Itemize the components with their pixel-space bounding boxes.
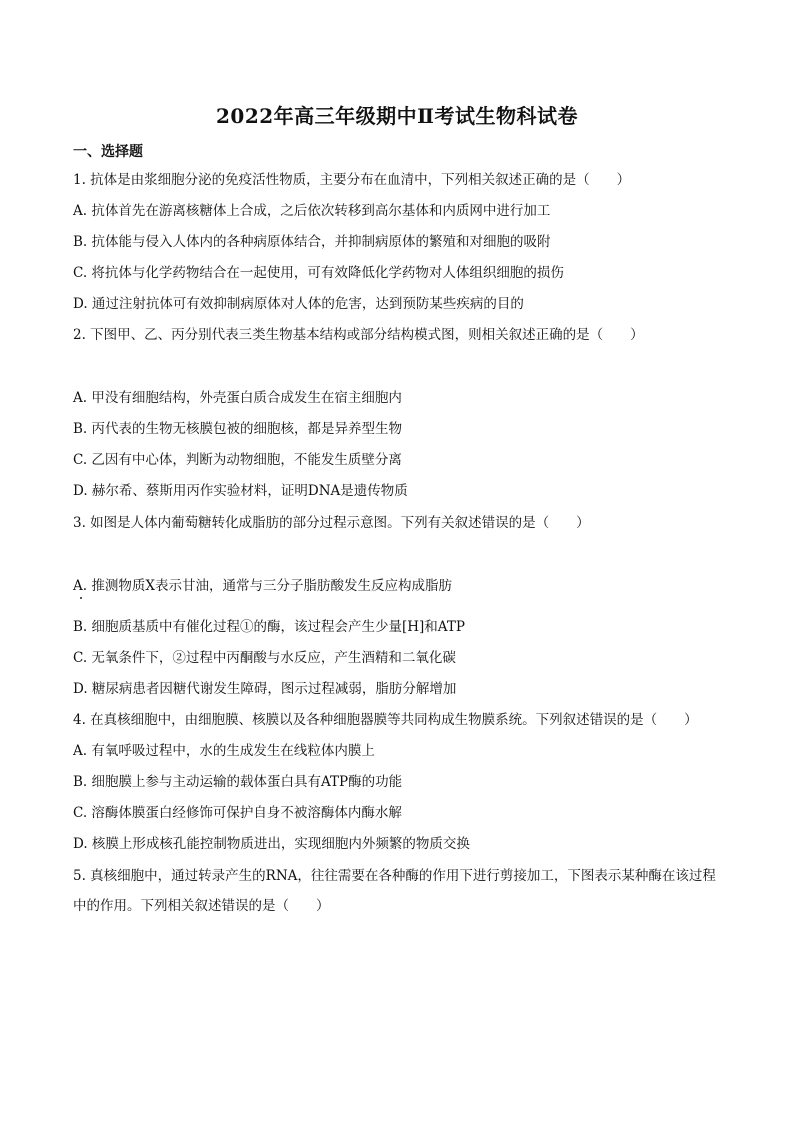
question-2-stem: 2. 下图甲、乙、丙分别代表三类生物基本结构或部分结构模式图，则相关叙述正确的是（ ） xyxy=(73,327,644,343)
question-4-option-a: A. 有氧呼吸过程中，水的生成发生在线粒体内膜上 xyxy=(73,743,375,759)
question-5-stem: 5. 真核细胞中，通过转录产生的RNA，往往需要在各种酶的作用下进行剪接加工，下图表示某种酶在该过程中的作用。下列相关叙述错误的是（ ） xyxy=(73,868,716,914)
question-3-option-c: C. 无氧条件下，②过程中丙酮酸与水反应，产生酒精和二氧化碳 xyxy=(73,650,456,666)
question-3-option-d: D. 糖尿病患者因糖代谢发生障碍，图示过程减弱，脂肪分解增加 xyxy=(73,681,457,697)
question-2-option-c: C. 乙因有中心体，判断为动物细胞，不能发生质壁分离 xyxy=(73,452,402,468)
stray-mark xyxy=(80,597,82,599)
question-4-option-b: B. 细胞膜上参与主动运输的载体蛋白具有ATP酶的功能 xyxy=(73,774,403,790)
question-4-stem: 4. 在真核细胞中，由细胞膜、核膜以及各种细胞器膜等共同构成生物膜系统。下列叙述错误的是（ ） xyxy=(73,712,698,728)
page-title: 2022年高三年级期中Ⅱ考试生物科试卷 xyxy=(215,104,579,128)
question-1-option-d: D. 通过注射抗体可有效抑制病原体对人体的危害，达到预防某些疾病的目的 xyxy=(73,296,524,312)
question-1-option-c: C. 将抗体与化学药物结合在一起使用，可有效降低化学药物对人体组织细胞的损伤 xyxy=(73,265,564,281)
question-1-option-b: B. 抗体能与侵入人体内的各种病原体结合，并抑制病原体的繁殖和对细胞的吸附 xyxy=(73,234,551,250)
question-1-option-a: A. 抗体首先在游离核糖体上合成，之后依次转移到高尔基体和内质网中进行加工 xyxy=(73,203,551,219)
question-2-option-a: A. 甲没有细胞结构，外壳蛋白质合成发生在宿主细胞内 xyxy=(73,390,402,406)
question-4-option-d: D. 核膜上形成核孔能控制物质进出，实现细胞内外频繁的物质交换 xyxy=(73,836,470,852)
question-3-option-a: A. 推测物质X表示甘油，通常与三分子脂肪酸发生反应构成脂肪 xyxy=(73,578,452,594)
question-3-stem: 3. 如图是人体内葡萄糖转化成脂肪的部分过程示意图。下列有关叙述错误的是（ ） xyxy=(73,515,590,531)
question-1-stem: 1. 抗体是由浆细胞分泌的免疫活性物质，主要分布在血清中，下列相关叙述正确的是（ ） xyxy=(73,172,631,188)
question-2-option-b: B. 丙代表的生物无核膜包被的细胞核，都是异养型生物 xyxy=(73,421,403,437)
question-3-option-b: B. 细胞质基质中有催化过程①的酶，该过程会产生少量[H]和ATP xyxy=(73,619,465,635)
question-4-option-c: C. 溶酶体膜蛋白经修饰可保护自身不被溶酶体内酶水解 xyxy=(73,805,402,821)
question-2-option-d: D. 赫尔希、蔡斯用丙作实验材料，证明DNA是遗传物质 xyxy=(73,483,408,499)
section-heading: 一、选择题 xyxy=(73,144,143,160)
